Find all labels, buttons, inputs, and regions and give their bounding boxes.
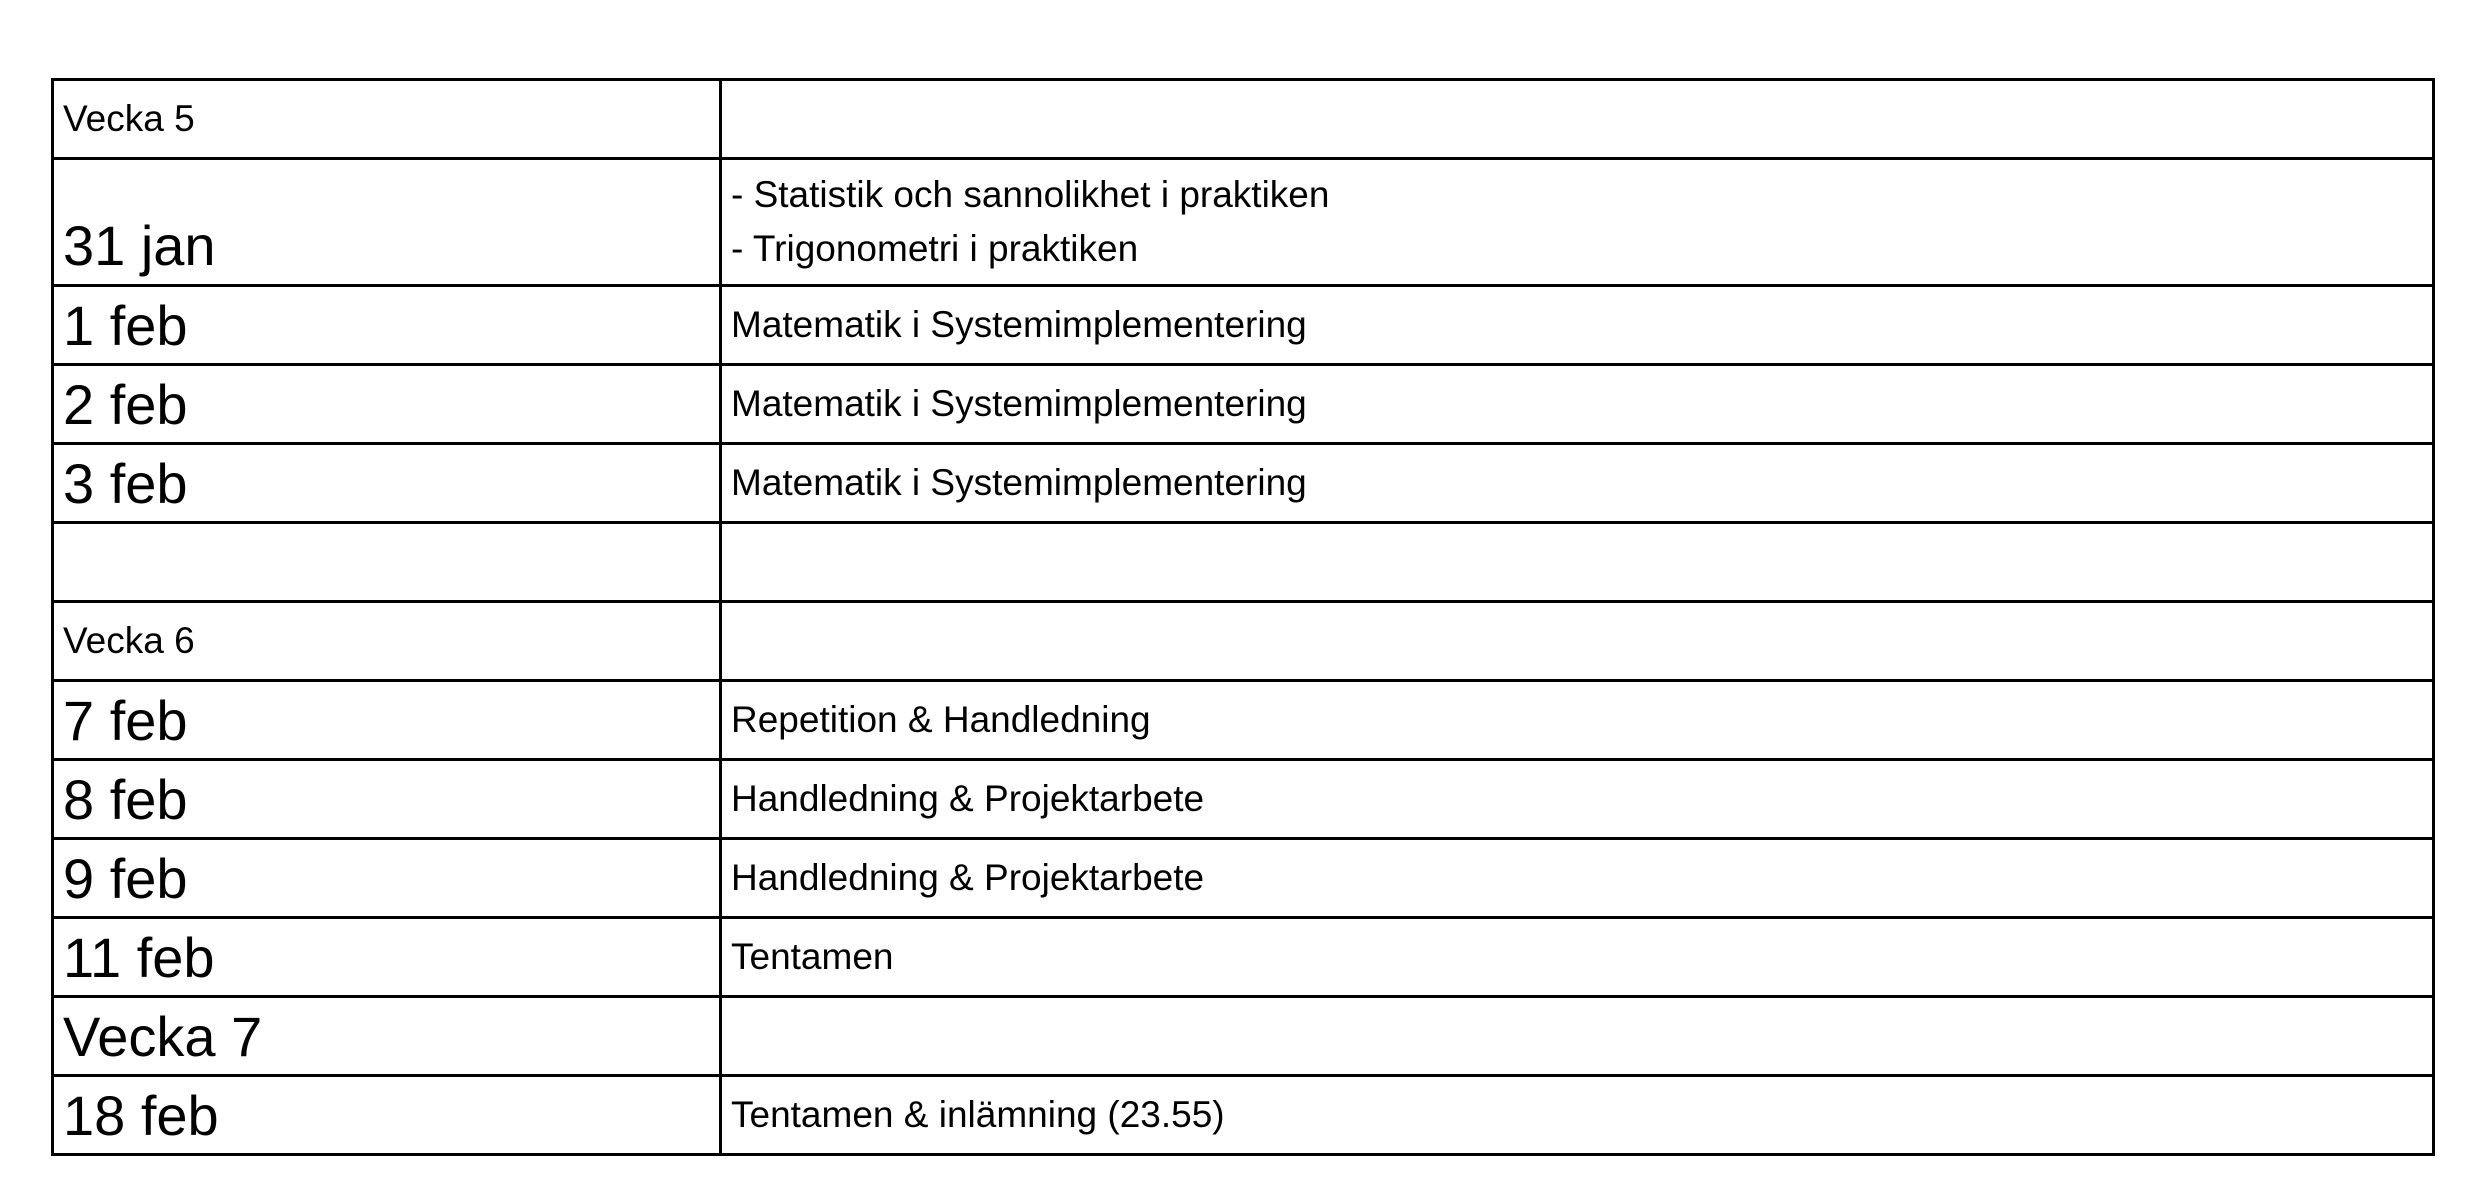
topic-cell	[721, 286, 2434, 365]
topic-line: - Trigonometri i praktiken	[731, 228, 1139, 269]
topic-line: Tentamen & inlämning (23.55)	[731, 1094, 1225, 1135]
table-row	[53, 444, 2434, 523]
date-cell: 1 feb	[53, 286, 721, 365]
date-cell	[53, 523, 721, 602]
topic-line: Matematik i Systemimplementering	[731, 304, 1307, 345]
topic-line: Tentamen	[731, 936, 894, 977]
topic-line: - Statistik och sannolikhet i praktiken	[731, 174, 1330, 215]
schedule-body	[53, 80, 2434, 1155]
table-row	[53, 839, 2434, 918]
table-row	[53, 918, 2434, 997]
date-cell: 11 feb	[53, 918, 721, 997]
topic-line: Handledning & Projektarbete	[731, 857, 1205, 898]
table-row	[53, 80, 2434, 159]
table-row	[53, 159, 2434, 286]
table-row	[53, 286, 2434, 365]
date-cell: 31 jan	[53, 159, 721, 286]
date-cell: 3 feb	[53, 444, 721, 523]
date-cell: 2 feb	[53, 365, 721, 444]
date-cell: Vecka 6	[53, 602, 721, 681]
table-row	[53, 523, 2434, 602]
schedule-table	[51, 78, 2435, 1156]
topic-cell	[721, 997, 2434, 1076]
date-cell: Vecka 7	[53, 997, 721, 1076]
topic-line: Matematik i Systemimplementering	[731, 462, 1307, 503]
topic-line: Handledning & Projektarbete	[731, 778, 1205, 819]
table-row	[53, 365, 2434, 444]
table-row	[53, 1076, 2434, 1155]
topic-cell	[721, 760, 2434, 839]
date-cell: 8 feb	[53, 760, 721, 839]
date-cell: 7 feb	[53, 681, 721, 760]
topic-cell	[721, 681, 2434, 760]
topic-cell	[721, 918, 2434, 997]
topic-cell	[721, 839, 2434, 918]
topic-cell	[721, 602, 2434, 681]
topic-cell	[721, 1076, 2434, 1155]
topic-cell	[721, 523, 2434, 602]
topic-cell	[721, 444, 2434, 523]
topic-line: Repetition & Handledning	[731, 699, 1151, 740]
date-cell: 9 feb	[53, 839, 721, 918]
table-row	[53, 760, 2434, 839]
topic-cell	[721, 159, 2434, 286]
table-row	[53, 997, 2434, 1076]
date-cell: 18 feb	[53, 1076, 721, 1155]
table-row	[53, 681, 2434, 760]
topic-line: Matematik i Systemimplementering	[731, 383, 1307, 424]
topic-cell	[721, 365, 2434, 444]
date-cell: Vecka 5	[53, 80, 721, 159]
topic-cell	[721, 80, 2434, 159]
table-row	[53, 602, 2434, 681]
